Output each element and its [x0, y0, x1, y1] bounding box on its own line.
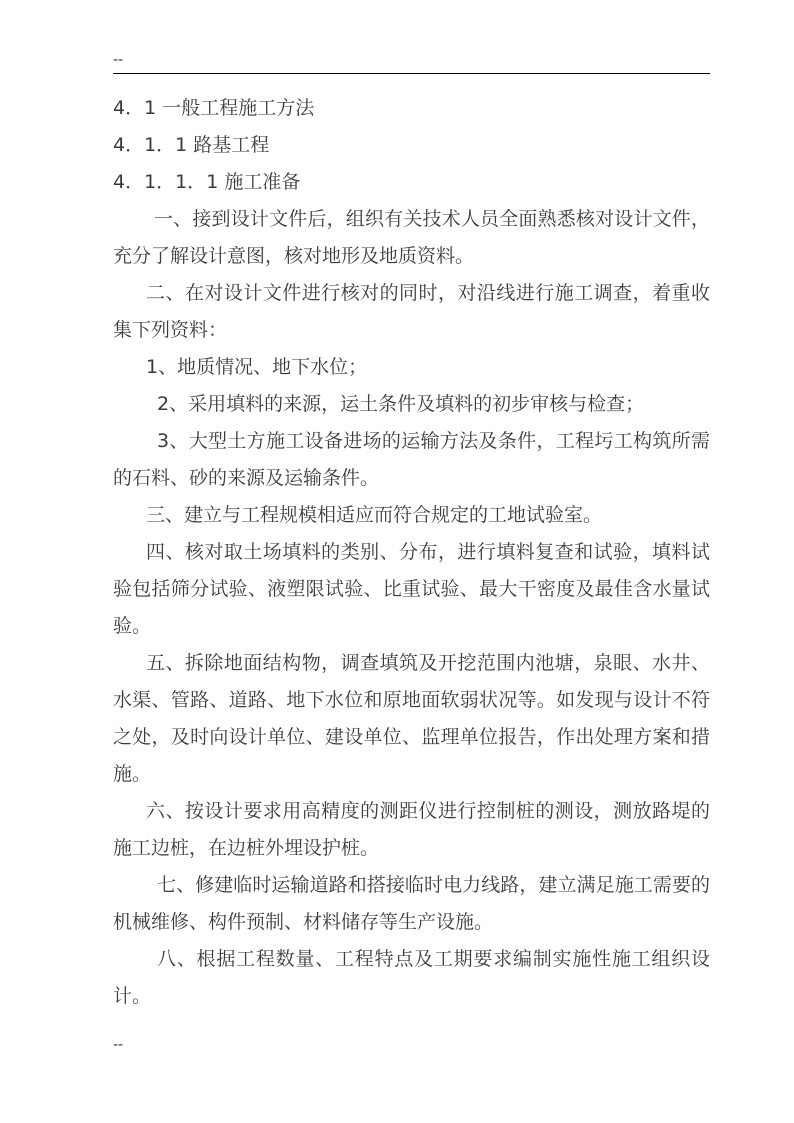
paragraph-item-4: 四、核对取土场填料的类别、分布，进行填料复查和试验，填料试验包括筛分试验、液塑限试验、比重试验、最大干密度及最佳含水量试验。	[113, 541, 710, 637]
paragraph-item-2: 二、在对设计文件进行核对的同时，对沿线进行施工调查，着重收集下列资料：	[113, 282, 710, 341]
paragraph-item-5: 五、拆除地面结构物，调查填筑及开挖范围内池塘，泉眼、水井、水渠、管路、道路、地下水位和原地面软弱状况等。如发现与设计不符之处，及时向设计单位、建设单位、监理单位报告，作出处理方案和措施。	[113, 652, 710, 785]
section-heading-4-1-1: 4．1．1 路基工程	[113, 134, 270, 156]
paragraph-item-3: 三、建立与工程规模相适应而符合规定的工地试验室。	[146, 504, 603, 526]
paragraph-subitem-1: 1、地质情况、地下水位；	[146, 356, 368, 378]
header-divider	[113, 73, 710, 74]
paragraph-subitem-3: 3、大型土方施工设备进场的运输方法及条件，工程圬工构筑所需的石料、砂的来源及运输条件。	[113, 430, 710, 489]
paragraph-subitem-2: 2、采用填料的来源，运土条件及填料的初步审核与检查；	[157, 393, 645, 415]
paragraph-item-7: 七、修建临时运输道路和搭接临时电力线路，建立满足施工需要的机械维修、构件预制、材料储存等生产设施。	[113, 874, 710, 933]
document-body	[113, 90, 710, 1015]
page-header-mark: --	[113, 52, 124, 68]
section-heading-4-1: 4．1 一般工程施工方法	[113, 97, 315, 119]
page-footer-mark: --	[113, 1037, 124, 1053]
paragraph-item-8: 八、根据工程数量、工程特点及工期要求编制实施性施工组织设计。	[113, 948, 710, 1007]
paragraph-item-1: 一、接到设计文件后，组织有关技术人员全面熟悉核对设计文件，充分了解设计意图，核对地形及地质资料。	[113, 208, 710, 267]
section-heading-4-1-1-1: 4．1．1．1 施工准备	[113, 171, 301, 193]
paragraph-item-6: 六、按设计要求用高精度的测距仪进行控制桩的测设，测放路堤的施工边桩，在边桩外埋设护桩。	[113, 800, 710, 859]
